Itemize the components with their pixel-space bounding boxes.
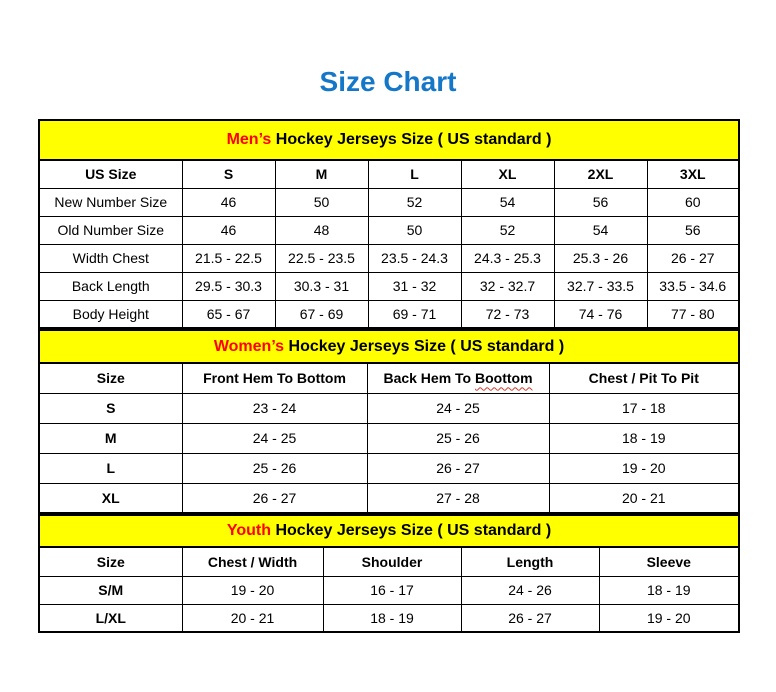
youth-size-table [38, 514, 740, 633]
cell-value: 19 - 20 [599, 604, 739, 632]
cell-value: 54 [461, 188, 554, 216]
youth-section-title [39, 515, 739, 547]
cell-value: 20 - 21 [182, 604, 323, 632]
mens-section-title-rest: Hockey Jerseys Size ( US standard ) [271, 131, 552, 148]
cell-value: 74 - 76 [554, 300, 647, 328]
table-row [39, 423, 739, 453]
cell-value: 65 - 67 [182, 300, 275, 328]
row-label: XL [39, 483, 182, 513]
womens-col-back-hem [367, 363, 549, 393]
row-label: S [39, 393, 182, 423]
cell-value: 25 - 26 [367, 423, 549, 453]
cell-value: 67 - 69 [275, 300, 368, 328]
row-label: Old Number Size [39, 216, 182, 244]
cell-value: 60 [647, 188, 739, 216]
cell-value: 23.5 - 24.3 [368, 244, 461, 272]
cell-value: 26 - 27 [367, 453, 549, 483]
cell-value: 20 - 21 [549, 483, 739, 513]
back-hem-misspelled-word: Boottom [475, 370, 533, 387]
womens-section-band [39, 330, 739, 363]
cell-value: 54 [554, 216, 647, 244]
cell-value: 72 - 73 [461, 300, 554, 328]
cell-value: 50 [275, 188, 368, 216]
youth-col-size: Size [39, 547, 182, 576]
cell-value: 26 - 27 [461, 604, 599, 632]
cell-value: 25.3 - 26 [554, 244, 647, 272]
mens-col-2xl: 2XL [554, 160, 647, 188]
youth-col-sleeve: Sleeve [599, 547, 739, 576]
cell-value: 52 [368, 188, 461, 216]
womens-col-front-hem: Front Hem To Bottom [182, 363, 367, 393]
mens-col-us-size: US Size [39, 160, 182, 188]
cell-value: 26 - 27 [647, 244, 739, 272]
mens-col-l: L [368, 160, 461, 188]
table-row [39, 393, 739, 423]
mens-col-s: S [182, 160, 275, 188]
mens-col-m: M [275, 160, 368, 188]
row-label: M [39, 423, 182, 453]
row-label: S/M [39, 576, 182, 604]
cell-value: 32 - 32.7 [461, 272, 554, 300]
womens-section-title-rest: Hockey Jerseys Size ( US standard ) [284, 337, 565, 355]
youth-section-title-rest: Hockey Jerseys Size ( US standard ) [271, 522, 552, 539]
cell-value: 50 [368, 216, 461, 244]
cell-value: 19 - 20 [549, 453, 739, 483]
mens-col-xl: XL [461, 160, 554, 188]
table-row [39, 216, 739, 244]
mens-section-title-highlight: Men’s [226, 131, 272, 148]
cell-value: 18 - 19 [549, 423, 739, 453]
cell-value: 21.5 - 22.5 [182, 244, 275, 272]
mens-col-3xl: 3XL [647, 160, 739, 188]
table-row [39, 604, 739, 632]
row-label: Width Chest [39, 244, 182, 272]
cell-value: 24 - 25 [182, 423, 367, 453]
cell-value: 26 - 27 [182, 483, 367, 513]
cell-value: 48 [275, 216, 368, 244]
cell-value: 52 [461, 216, 554, 244]
cell-value: 24.3 - 25.3 [461, 244, 554, 272]
womens-col-size: Size [39, 363, 182, 393]
cell-value: 27 - 28 [367, 483, 549, 513]
cell-value: 25 - 26 [182, 453, 367, 483]
cell-value: 18 - 19 [323, 604, 461, 632]
cell-value: 69 - 71 [368, 300, 461, 328]
cell-value: 30.3 - 31 [275, 272, 368, 300]
cell-value: 17 - 18 [549, 393, 739, 423]
cell-value: 19 - 20 [182, 576, 323, 604]
mens-size-table [38, 119, 740, 329]
cell-value: 18 - 19 [599, 576, 739, 604]
row-label: L/XL [39, 604, 182, 632]
cell-value: 33.5 - 34.6 [647, 272, 739, 300]
womens-header-row [39, 363, 739, 393]
size-chart-tables [38, 119, 738, 633]
row-label: L [39, 453, 182, 483]
mens-section-title [39, 120, 739, 160]
row-label: Body Height [39, 300, 182, 328]
row-label: Back Length [39, 272, 182, 300]
youth-section-band [39, 515, 739, 547]
cell-value: 24 - 26 [461, 576, 599, 604]
cell-value: 56 [647, 216, 739, 244]
youth-header-row [39, 547, 739, 576]
table-row [39, 300, 739, 328]
youth-col-shoulder: Shoulder [323, 547, 461, 576]
cell-value: 77 - 80 [647, 300, 739, 328]
cell-value: 32.7 - 33.5 [554, 272, 647, 300]
youth-col-length: Length [461, 547, 599, 576]
table-row [39, 188, 739, 216]
womens-size-table [38, 329, 740, 514]
cell-value: 29.5 - 30.3 [182, 272, 275, 300]
mens-section-band [39, 120, 739, 160]
cell-value: 16 - 17 [323, 576, 461, 604]
youth-section-title-highlight: Youth [226, 522, 272, 539]
womens-section-title [39, 330, 739, 363]
womens-section-title-highlight: Women’s [213, 337, 285, 355]
table-row [39, 576, 739, 604]
table-row [39, 483, 739, 513]
table-row [39, 453, 739, 483]
cell-value: 22.5 - 23.5 [275, 244, 368, 272]
table-row [39, 244, 739, 272]
back-hem-prefix: Back Hem To [383, 370, 475, 387]
cell-value: 23 - 24 [182, 393, 367, 423]
cell-value: 24 - 25 [367, 393, 549, 423]
cell-value: 46 [182, 188, 275, 216]
mens-header-row [39, 160, 739, 188]
youth-col-chest: Chest / Width [182, 547, 323, 576]
table-row [39, 272, 739, 300]
row-label: New Number Size [39, 188, 182, 216]
cell-value: 46 [182, 216, 275, 244]
womens-col-chest: Chest / Pit To Pit [549, 363, 739, 393]
page-title: Size Chart [319, 66, 457, 97]
cell-value: 31 - 32 [368, 272, 461, 300]
cell-value: 56 [554, 188, 647, 216]
